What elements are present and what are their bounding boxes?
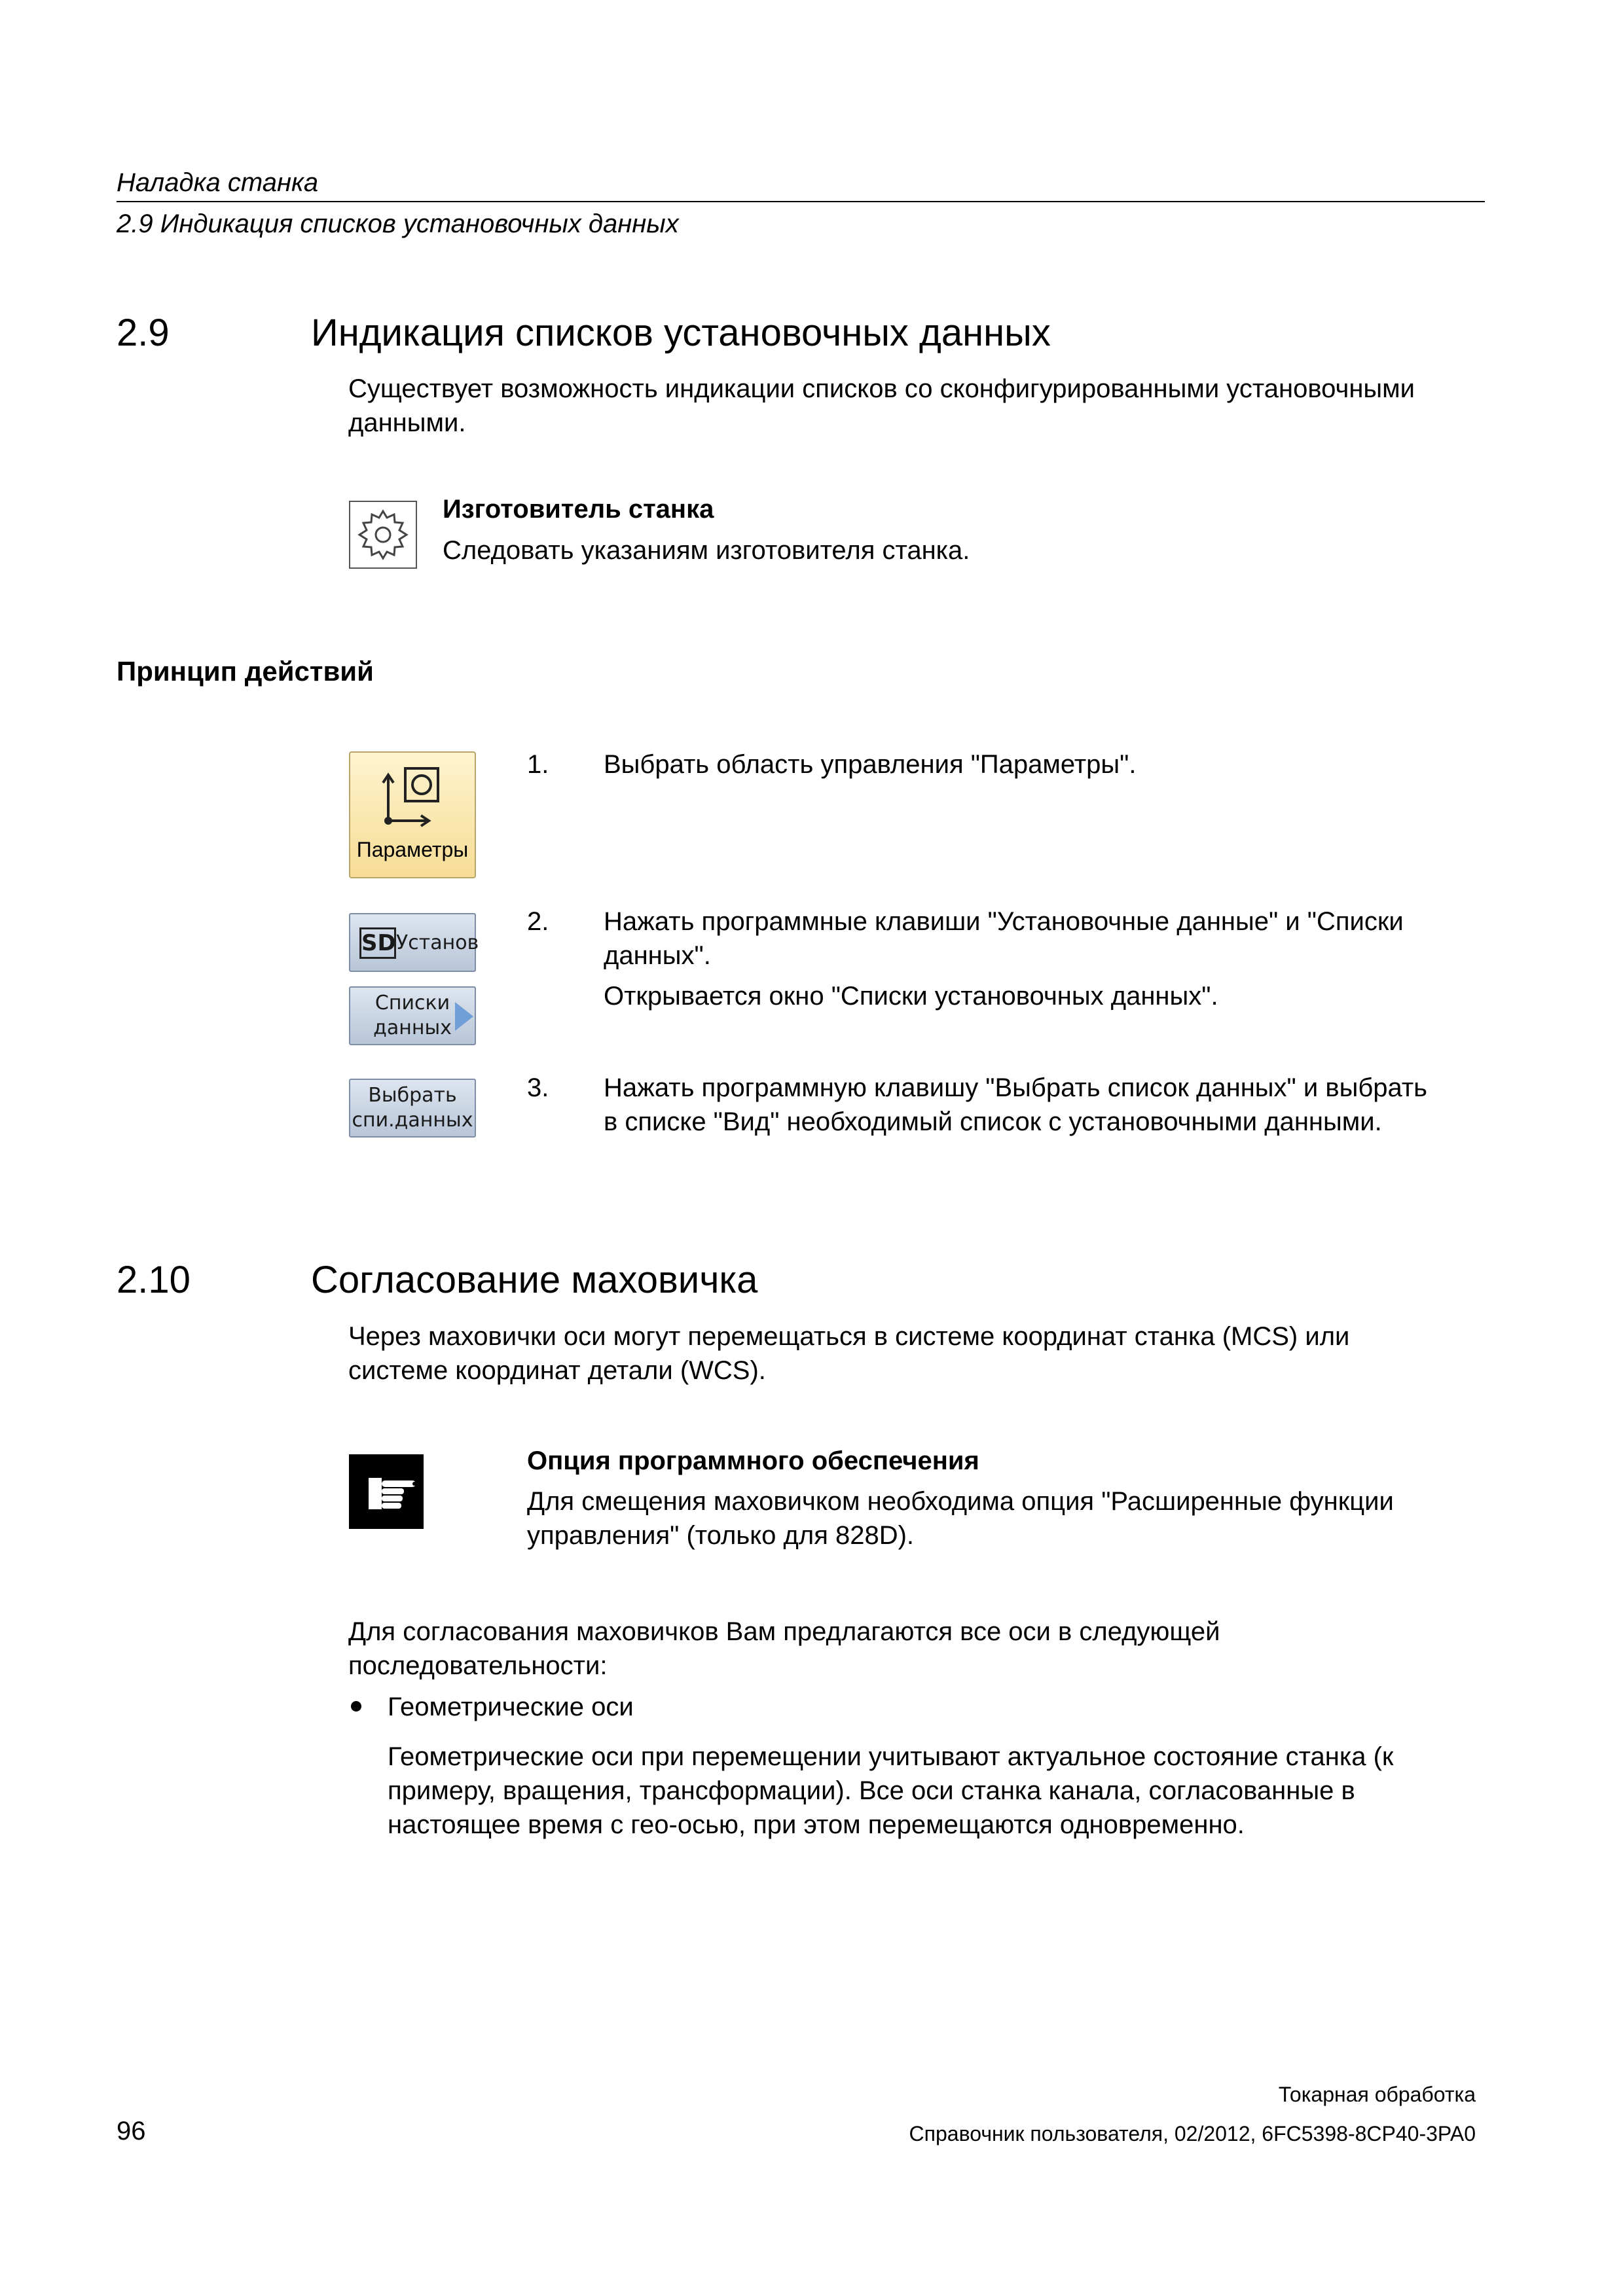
section-2-9-intro-line1: Существует возможность индикации списков со сконфигурированными установочными [348, 374, 1415, 403]
assignment-para-line1: Для согласования маховичков Вам предлагаются все оси в следующей [348, 1617, 1220, 1646]
note-option-line1: Для смещения маховичком необходима опция "Расширенные функции [527, 1487, 1394, 1516]
step-1-number: 1. [527, 750, 549, 779]
data-lists-softkey-label-line1: Списки [374, 992, 450, 1014]
gear-icon [349, 501, 417, 569]
parameters-softkey-label: Параметры [356, 838, 469, 861]
section-2-10-intro-line2: системе координат детали (WCS). [348, 1356, 766, 1385]
note-option-line2: управления" (только для 828D). [527, 1521, 915, 1550]
bullet-desc-line3: настоящее время с гео-осью, при этом перемещаются одновременно. [388, 1810, 1245, 1839]
note-manufacturer-text: Следовать указаниям изготовителя станка. [443, 536, 970, 565]
select-data-list-softkey[interactable] [349, 1079, 476, 1138]
step-2-text-line1: Нажать программные клавиши "Установочные данные" и "Списки [604, 907, 1404, 936]
bullet-dot [351, 1701, 361, 1712]
step-2-text-line2: данных". [604, 941, 711, 970]
data-lists-softkey[interactable] [349, 986, 476, 1045]
select-data-list-softkey-label-line1: Выбрать [368, 1084, 457, 1107]
setting-data-sd-label: SD [359, 927, 396, 959]
section-2-9-intro-line2: данными. [348, 408, 466, 437]
section-2-10-title: Согласование маховичка [311, 1259, 758, 1301]
bullet-geometric-axes: Геометрические оси [388, 1693, 634, 1721]
assignment-para-line2: последовательности: [348, 1651, 608, 1680]
step-2-result: Открывается окно "Списки установочных данных". [604, 982, 1218, 1011]
header-rule [117, 201, 1485, 202]
running-header-chapter: Наладка станка [117, 168, 319, 197]
step-3-text-line1: Нажать программную клавишу "Выбрать список данных" и выбрать [604, 1073, 1428, 1102]
section-2-10-number: 2.10 [117, 1259, 191, 1301]
note-option-title: Опция программного обеспечения [527, 1446, 979, 1475]
running-header-section: 2.9 Индикация списков установочных данных [117, 209, 679, 238]
setting-data-softkey-label: Установ [396, 931, 479, 954]
section-2-10-intro-line1: Через маховички оси могут перемещаться в системе координат станка (MCS) или [348, 1322, 1350, 1351]
arrow-right-icon [455, 1002, 473, 1031]
parameters-icon [375, 764, 447, 830]
bullet-desc-line1: Геометрические оси при перемещении учитывают актуальное состояние станка (к [388, 1742, 1394, 1771]
setting-data-softkey[interactable] [349, 913, 479, 972]
pointing-hand-icon [349, 1454, 424, 1529]
step-1-text: Выбрать область управления "Параметры". [604, 750, 1137, 779]
subheading-principle: Принцип действий [117, 656, 374, 687]
data-lists-softkey-label-line2: данных [373, 1016, 452, 1039]
footer-book-title: Токарная обработка [1278, 2083, 1476, 2106]
parameters-softkey[interactable] [349, 751, 476, 878]
footer-manual-info: Справочник пользователя, 02/2012, 6FC5398-8CP40-3PA0 [909, 2122, 1476, 2145]
section-2-9-number: 2.9 [117, 312, 170, 354]
step-3-number: 3. [527, 1073, 549, 1102]
note-manufacturer-title: Изготовитель станка [443, 495, 714, 524]
step-2-number: 2. [527, 907, 549, 936]
select-data-list-softkey-label-line2: спи.данных [352, 1109, 473, 1132]
step-3-text-line2: в списке "Вид" необходимый список с установочными данными. [604, 1107, 1382, 1136]
bullet-desc-line2: примеру, вращения, трансформации). Все оси станка канала, согласованные в [388, 1776, 1355, 1805]
section-2-9-title: Индикация списков установочных данных [311, 312, 1051, 354]
footer-page-number: 96 [117, 2117, 146, 2145]
